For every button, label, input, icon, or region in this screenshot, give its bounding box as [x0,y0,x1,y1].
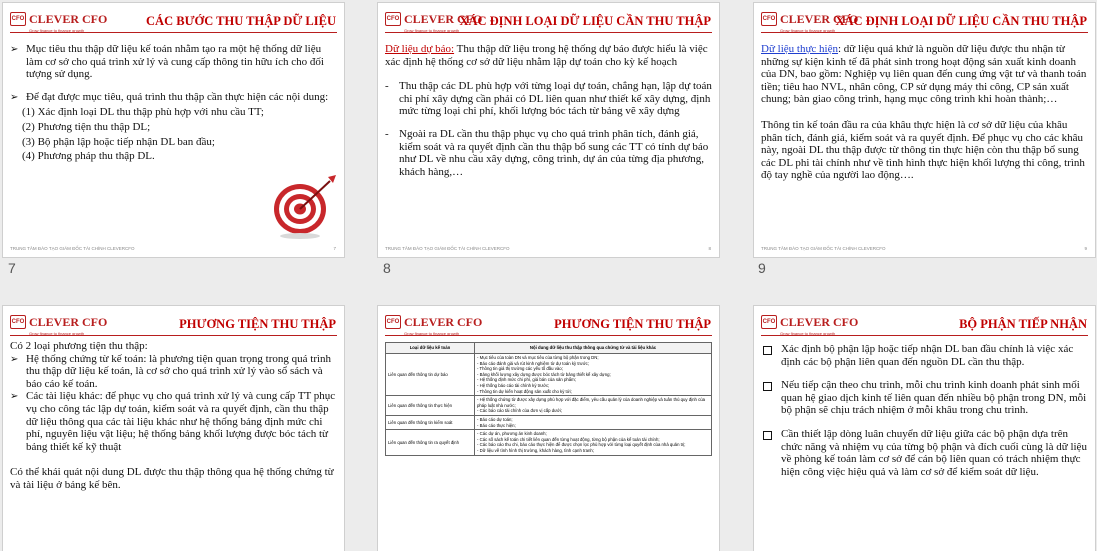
table-cell: - Hệ thống chứng từ được xây dựng phù hợp với đặc điểm, yêu cầu quản lý của doanh nghiệp và tuân thủ quy định của pháp luật nhà nước; - Các báo cáo tài chính của đơn vị cấp dưới; [475,396,712,416]
logo-name: CLEVER CFO [29,12,108,26]
page-number: 7 [333,246,336,251]
logo-name: CLEVER CFO [29,315,108,329]
slide-footer: TRUNG TÂM ĐÀO TẠO GIÁM ĐỐC TÀI CHÍNH CLEVERCFO 9 [761,246,1087,251]
slide-footer: TRUNG TÂM ĐÀO TẠO GIÁM ĐỐC TÀI CHÍNH CLEVERCFO 8 [385,246,711,251]
paragraph: Thông tin kế toán đầu ra của khâu thực hiện là cơ sở dữ liệu của khâu phân tích, đánh giá, kiểm soát và ra quyết định. Để phục vụ cho các khâu này, ngoài DL thu thập được từ thông tin thực hiện còn thu thập bổ sung các DL phi tài chính như về tình hình thực hiện khối lượng thi công, trình độ tay nghề của người lao động…. [761,118,1085,182]
slide-thumbnail-9[interactable] [754,3,1095,257]
slide-number: 9 [758,260,766,276]
title-divider [761,32,1088,33]
slide-body [10,340,337,492]
slide-body [761,43,1088,182]
bullet-item: ➢ Các tài liệu khác: để phục vụ cho quá trình xử lý và cung cấp TT phục vụ cho công tác lập dự toán, kiểm soát và ra quyết định, cần thu thập dữ liệu thông qua các tài liệu khác như hệ thống bảng định mức chi phí, nguyên liệu vật liệu; hệ thống bảng khối lượng được bóc tách từ bảng thiết kế kỹ thuật [10,390,336,453]
logo-mark: CFO [10,315,26,329]
bullet-item: ➢ Hệ thống chứng từ kế toán: là phương tiện quan trọng trong quá trình thu thập dữ liệu kế toán, là cơ sở cho quá trình xử lý vào sổ sách và báo cáo kế toán. [10,352,332,390]
lead-paragraph: Dữ liệu dự báo: Thu thập dữ liệu trong hệ thống dự báo được hiểu là việc xác định hệ thống cơ sở dữ liệu nhằm lập dự toán cho kỳ kế hoạch [385,43,708,68]
checkbox-bullet-item: Nếu tiếp cận theo chu trình, mỗi chu trình kinh doanh phát sinh mối quan hệ giao dịch kinh tế liên quan đến nhiều bộ phận trong DN, mỗi bộ phận sẽ chịu trách nhiệm ở mỗi khâu trong chu trình. [761,379,1088,417]
table-cell: Liên quan đến thông tin thực hiện [386,396,475,416]
table-cell: Liên quan đến thông tin dự báo [386,354,475,396]
logo-mark: CFO [761,12,777,26]
slide-title: XÁC ĐỊNH LOẠI DỮ LIỆU CẦN THU THẬP [459,14,711,28]
slide-title: XÁC ĐỊNH LOẠI DỮ LIỆU CẦN THU THẬP [835,14,1087,28]
slide-title: PHƯƠNG TIỆN THU THẬP [179,317,336,331]
slide-footer: TRUNG TÂM ĐÀO TẠO GIÁM ĐỐC TÀI CHÍNH CLEVERCFO 7 [10,246,336,251]
table-cell: - Các dự án, phương án kinh doanh; - Các số sách kế toán chi tiết liên quan đến từng hoạt động, từng bộ phận của kế toán tài chính; - Các báo cáo thu chi, báo cáo thực hiện để được chọn lọc phù hợp với từng loại quyết định của nhà quản trị; - Dữ liệu về tình hình thị trường, khách hàng, tình cạnh tranh; [475,430,712,455]
target-icon [270,173,338,241]
title-divider [10,32,337,33]
bullet-item: ➢ Để đạt được mục tiêu, quá trình thu thập cần thực hiện các nội dung: [10,90,329,103]
logo-tagline: Grow finance to finance growth [404,28,460,33]
clever-cfo-logo [10,313,107,336]
slide-thumbnail-11[interactable] [378,306,719,551]
page-number: 8 [708,246,711,251]
logo-name: CLEVER CFO [404,315,483,329]
logo-mark: CFO [761,315,777,329]
bullet-item: ➢ Mục tiêu thu thập dữ liệu kế toán nhằm tạo ra một hệ thống dữ liệu làm cơ sở cho quá trình xử lý và cung cấp thông tin hữu ích cho đối tượng sử dụng. [10,43,324,81]
data-table [385,342,712,456]
arrow-bullet-icon: ➢ [10,391,19,403]
lead-label: Dữ liệu thực hiện [761,43,838,55]
slide-body [761,343,1088,489]
slide-body [385,43,712,178]
table-row [386,354,712,396]
arrow-bullet-icon: ➢ [10,353,19,365]
clever-cfo-logo [10,10,107,33]
logo-mark: CFO [385,12,401,26]
slide-title: CÁC BƯỚC THU THẬP DỮ LIỆU [146,14,336,28]
list-item: (1) Xác định loại DL thu thập phù hợp với nhu cầu TT; [22,106,264,119]
title-divider [385,335,712,336]
logo-tagline: Grow finance to finance growth [780,331,836,336]
checkbox-bullet-item: Cần thiết lập dòng luân chuyển dữ liệu giữa các bộ phận dựa trên chức năng và nhiệm vụ của từng bộ phận và đích cuối cùng là dữ liệu về phòng kế toán làm cơ sở để cán bộ liên quan có trách nhiệm thực hiện công việc hiệu quả và làm cơ sở để kiểm soát dữ liệu. [761,428,1088,478]
table-cell: Liên quan đến thông tin kiểm soát [386,415,475,429]
logo-name: CLEVER CFO [780,12,859,26]
slide-body [10,43,337,163]
logo-tagline: Grow finance to finance growth [404,331,460,336]
logo-name: CLEVER CFO [404,12,483,26]
table-header: Nội dung dữ liệu thu thập thông qua chứng từ và tài liệu khác [475,343,712,354]
slide-number: 7 [8,260,16,276]
clever-cfo-logo [761,313,858,336]
intro-text: Có 2 loại phương tiện thu thập: [10,340,148,352]
square-bullet-icon [763,431,772,440]
lead-paragraph: Dữ liệu thực hiện: dữ liệu quá khứ là nguồn dữ liệu được thu nhận từ những sự kiện kinh tế đã phát sinh trong hoạt động sản xuất kinh doanh của DN, bao gồm: Nghiệp vụ liên quan đến cung ứng vật tư và thanh toán tiền; tiêu hao NVL, nhân công, CP sử dụng máy thi công, CP sản xuất chung; bàn giao công trình, hạng mục công trình khi hoàn thành;… [761,43,1087,106]
list-item: (4) Phương pháp thu thập DL. [22,150,155,163]
closing-text: Có thể khái quát nội dung DL được thu thập thông qua hệ thống chứng từ và tài liệu ở bảng kế bên. [10,466,334,491]
table-row [386,396,712,416]
slide-number: 8 [383,260,391,276]
checkbox-bullet-item: Xác định bộ phận lập hoặc tiếp nhận DL ban đầu chính là việc xác định các bộ phận liên quan đến nguồn DL cần thu thập. [761,343,1088,368]
square-bullet-icon [763,346,772,355]
table-row [386,415,712,429]
slide-thumbnail-12[interactable] [754,306,1095,551]
title-divider [385,32,712,33]
list-item: (2) Phương tiện thu thập DL; [22,120,151,133]
arrow-bullet-icon: ➢ [10,91,19,103]
square-bullet-icon [763,382,772,391]
lead-label: Dữ liệu dự báo: [385,43,455,55]
logo-tagline: Grow finance to finance growth [29,28,85,33]
logo-tagline: Grow finance to finance growth [29,331,85,336]
logo-mark: CFO [385,315,401,329]
dash-item: - Ngoài ra DL cần thu thập phục vụ cho quá trình phân tích, đánh giá, kiểm soát và ra quyết định cần thu thập bổ sung các TT có tính dự báo như DL về nhu cầu xây dựng, công trình, dự án của từng địa phương, khách hàng,… [385,127,709,178]
slide-thumbnail-7[interactable] [3,3,344,257]
table-header: Loại dữ liệu kế toán [386,343,475,354]
clever-cfo-logo [385,313,482,336]
page-number: 9 [1084,246,1087,251]
table-cell: Liên quan đến thông tin ra quyết định [386,430,475,455]
logo-name: CLEVER CFO [780,315,859,329]
table-row [386,430,712,455]
title-divider [10,335,337,336]
logo-tagline: Grow finance to finance growth [780,28,836,33]
slide-title: BỘ PHẬN TIẾP NHẬN [959,317,1087,331]
logo-mark: CFO [10,12,26,26]
slide-thumbnail-8[interactable] [378,3,719,257]
title-divider [761,335,1088,336]
slide-thumbnail-10[interactable] [3,306,344,551]
dash-item: - Thu thập các DL phù hợp với từng loại dự toán, chẳng hạn, lập dự toán chi phí xây dựng cần phải có DL liên quan như thiết kế xây dựng, định mức từng loại chi phí, khối lượng bóc tách từ bảng vẽ xây dựng [385,80,712,118]
table-header-row [386,343,712,354]
arrow-bullet-icon: ➢ [10,44,19,55]
list-item: (3) Bộ phận lập hoặc tiếp nhận DL ban đầu; [22,135,215,148]
table-cell: - Báo cáo dự toán; - Báo cáo thực hiện; [475,415,712,429]
table-cell: - Mục tiêu của toàn DN và mục tiêu của từng bộ phận trong DN; - Báo cáo đánh giá và rút kinh nghiệm từ dự toán kỳ trước; - Thông tin giá thị trường các yếu tố đầu vào; - Bảng khối lượng xây dựng được bóc tách từ bảng thiết kế xây dựng; - Hệ thống định mức chi phí, giá bán của sản phẩm; - Hệ thống báo cáo tài chính kỳ trước; - Thông tin dự kiến hoạt động sản xuất cho kỳ tới; [475,354,712,396]
slide-title: PHƯƠNG TIỆN THU THẬP [554,317,711,331]
